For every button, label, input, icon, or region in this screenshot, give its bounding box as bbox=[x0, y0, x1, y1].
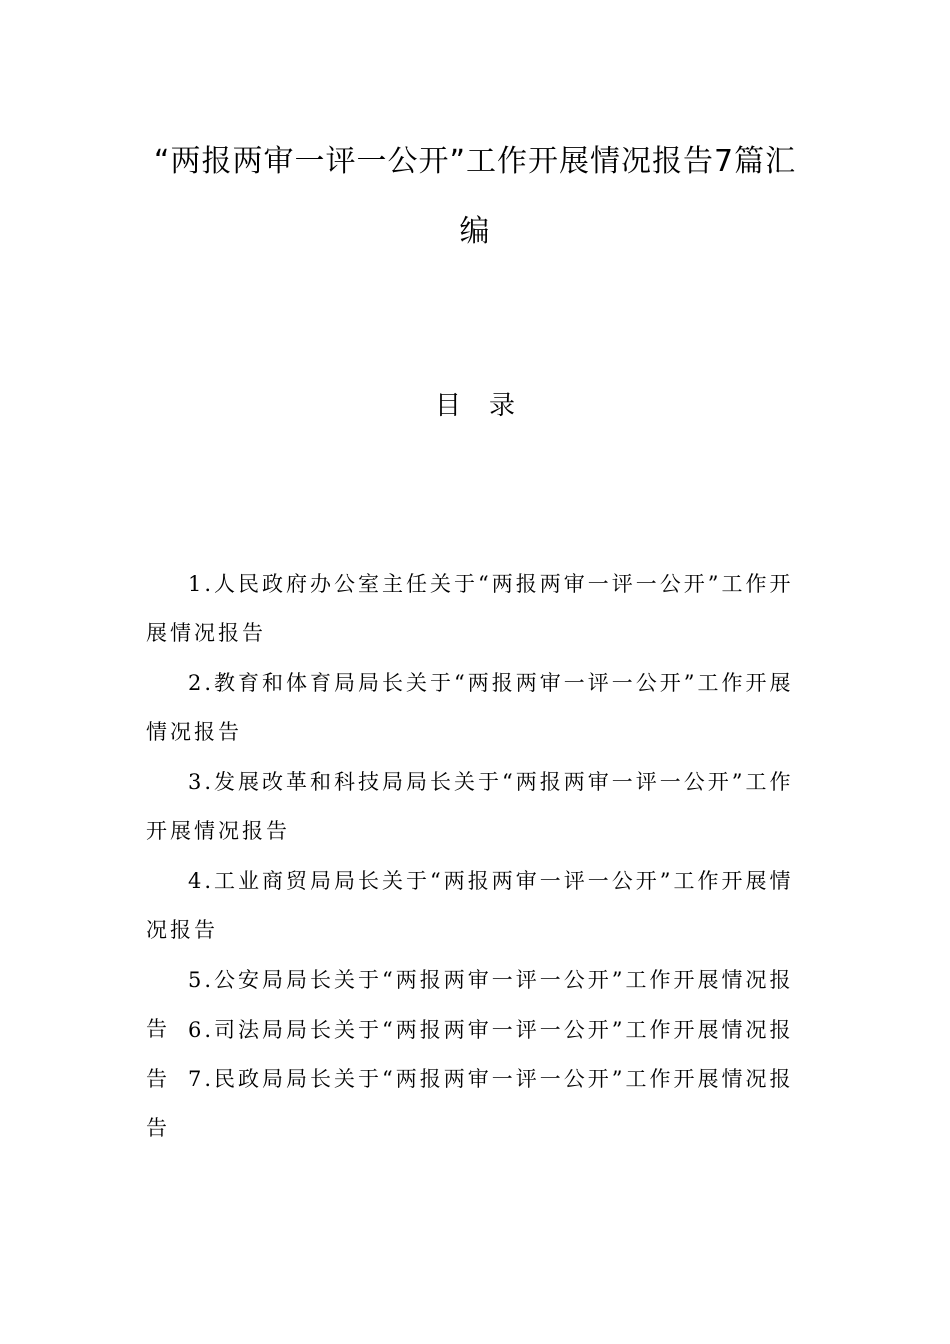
toc-item: 5.公安局局长关于“两报两审一评一公开”工作开展情况报告 bbox=[146, 968, 794, 1041]
toc-item: 3.发展改革和科技局局长关于“两报两审一评一公开”工作开展情况报告 bbox=[146, 770, 794, 843]
title-line-2: 编 bbox=[459, 214, 491, 249]
toc-item: 2.教育和体育局局长关于“两报两审一评一公开”工作开展情况报告 bbox=[146, 671, 794, 744]
toc-item: 7.民政局局长关于“两报两审一评一公开”工作开展情况报告 bbox=[146, 1067, 794, 1140]
toc-item: 1.人民政府办公室主任关于“两报两审一评一公开”工作开展情况报告 bbox=[146, 572, 794, 645]
toc-heading: 目录 bbox=[434, 391, 543, 421]
title-line-1: “两报两审一评一公开”工作开展情况报告7篇汇 bbox=[153, 144, 797, 179]
toc-item: 6.司法局局长关于“两报两审一评一公开”工作开展情况报告 bbox=[146, 1018, 794, 1091]
toc-item: 4.工业商贸局局长关于“两报两审一评一公开”工作开展情况报告 bbox=[146, 869, 794, 942]
